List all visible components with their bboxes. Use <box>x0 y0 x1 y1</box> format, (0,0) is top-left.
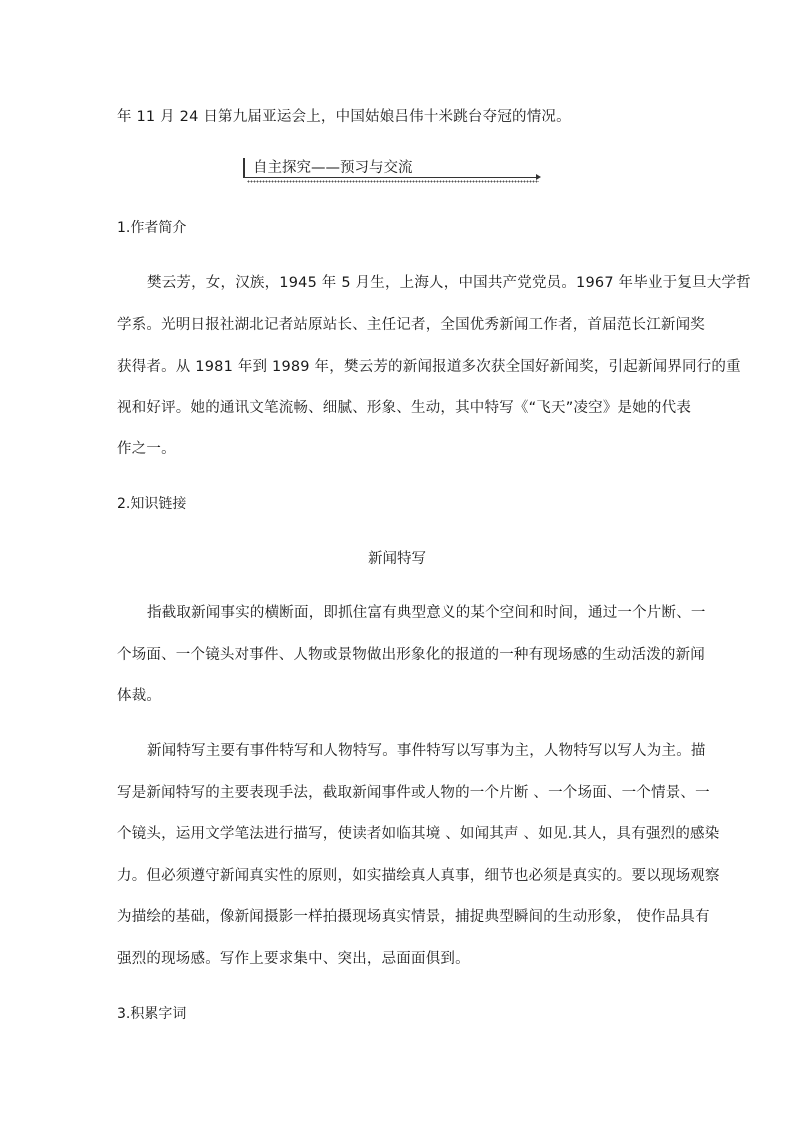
section-banner <box>243 158 541 184</box>
bio-line: 樊云芳，女，汉族，1945 年 5 月生，上海人，中国共产党党员。1967 年毕业于复旦大学哲 <box>147 275 751 291</box>
feature-line: 为描绘的基础，像新闻摄影一样拍摄现场真实情景，捕捉典型瞬间的生动形象， 使作品具有 <box>117 909 710 925</box>
section-heading-knowledge-link: 2.知识链接 <box>117 496 187 512</box>
bio-line: 作之一。 <box>117 441 176 457</box>
feature-line: 力。但必须遵守新闻真实性的原则，如实描绘真人真事，细节也必须是真实的。要以现场观察 <box>117 868 720 884</box>
definition-line: 个场面、一个镜头对事件、人物或景物做出形象化的报道的一种有现场感的生动活泼的新闻 <box>117 647 705 663</box>
definition-line: 体裁。 <box>117 688 162 704</box>
bio-line: 学系。光明日报社湖北记者站原站长、主任记者，全国优秀新闻工作者，首届范长江新闻奖 <box>117 317 705 333</box>
banner-title: 自主探究——预习与交流 <box>253 160 413 176</box>
definition-line: 指截取新闻事实的横断面，即抓住富有典型意义的某个空间和时间，通过一个片断、一 <box>147 605 706 621</box>
feature-line: 新闻特写主要有事件特写和人物特写。事件特写以写事为主，人物特写以写人为主。描 <box>147 743 706 759</box>
feature-line: 强烈的现场感。写作上要求集中、突出，忌面面俱到。 <box>117 951 470 967</box>
feature-line: 个镜头，运用文学笔法进行描写，使读者如临其境 、如闻其声 、如见.其人，具有强烈的感染 <box>117 826 720 842</box>
banner-dotted-rule <box>247 180 539 183</box>
feature-line: 写是新闻特写的主要表现手法，截取新闻事件或人物的一个片断 、一个场面、一个情景、一 <box>117 785 710 801</box>
intro-continuation-line: 年 11 月 24 日第九届亚运会上，中国姑娘吕伟十米跳台夺冠的情况。 <box>117 109 571 125</box>
banner-left-bar <box>243 158 245 178</box>
section-heading-author-bio: 1.作者简介 <box>117 220 187 236</box>
section-heading-vocabulary: 3.积累字词 <box>117 1006 187 1022</box>
bio-line: 视和好评。她的通讯文笔流畅、细腻、形象、生动，其中特写《“飞天”凌空》是她的代表 <box>117 400 692 416</box>
bio-line: 获得者。从 1981 年到 1989 年，樊云芳的新闻报道多次获全国好新闻奖，引起新闻界同行的重 <box>117 359 741 375</box>
subsection-title: 新闻特写 <box>368 551 426 567</box>
banner-underline <box>243 177 539 178</box>
